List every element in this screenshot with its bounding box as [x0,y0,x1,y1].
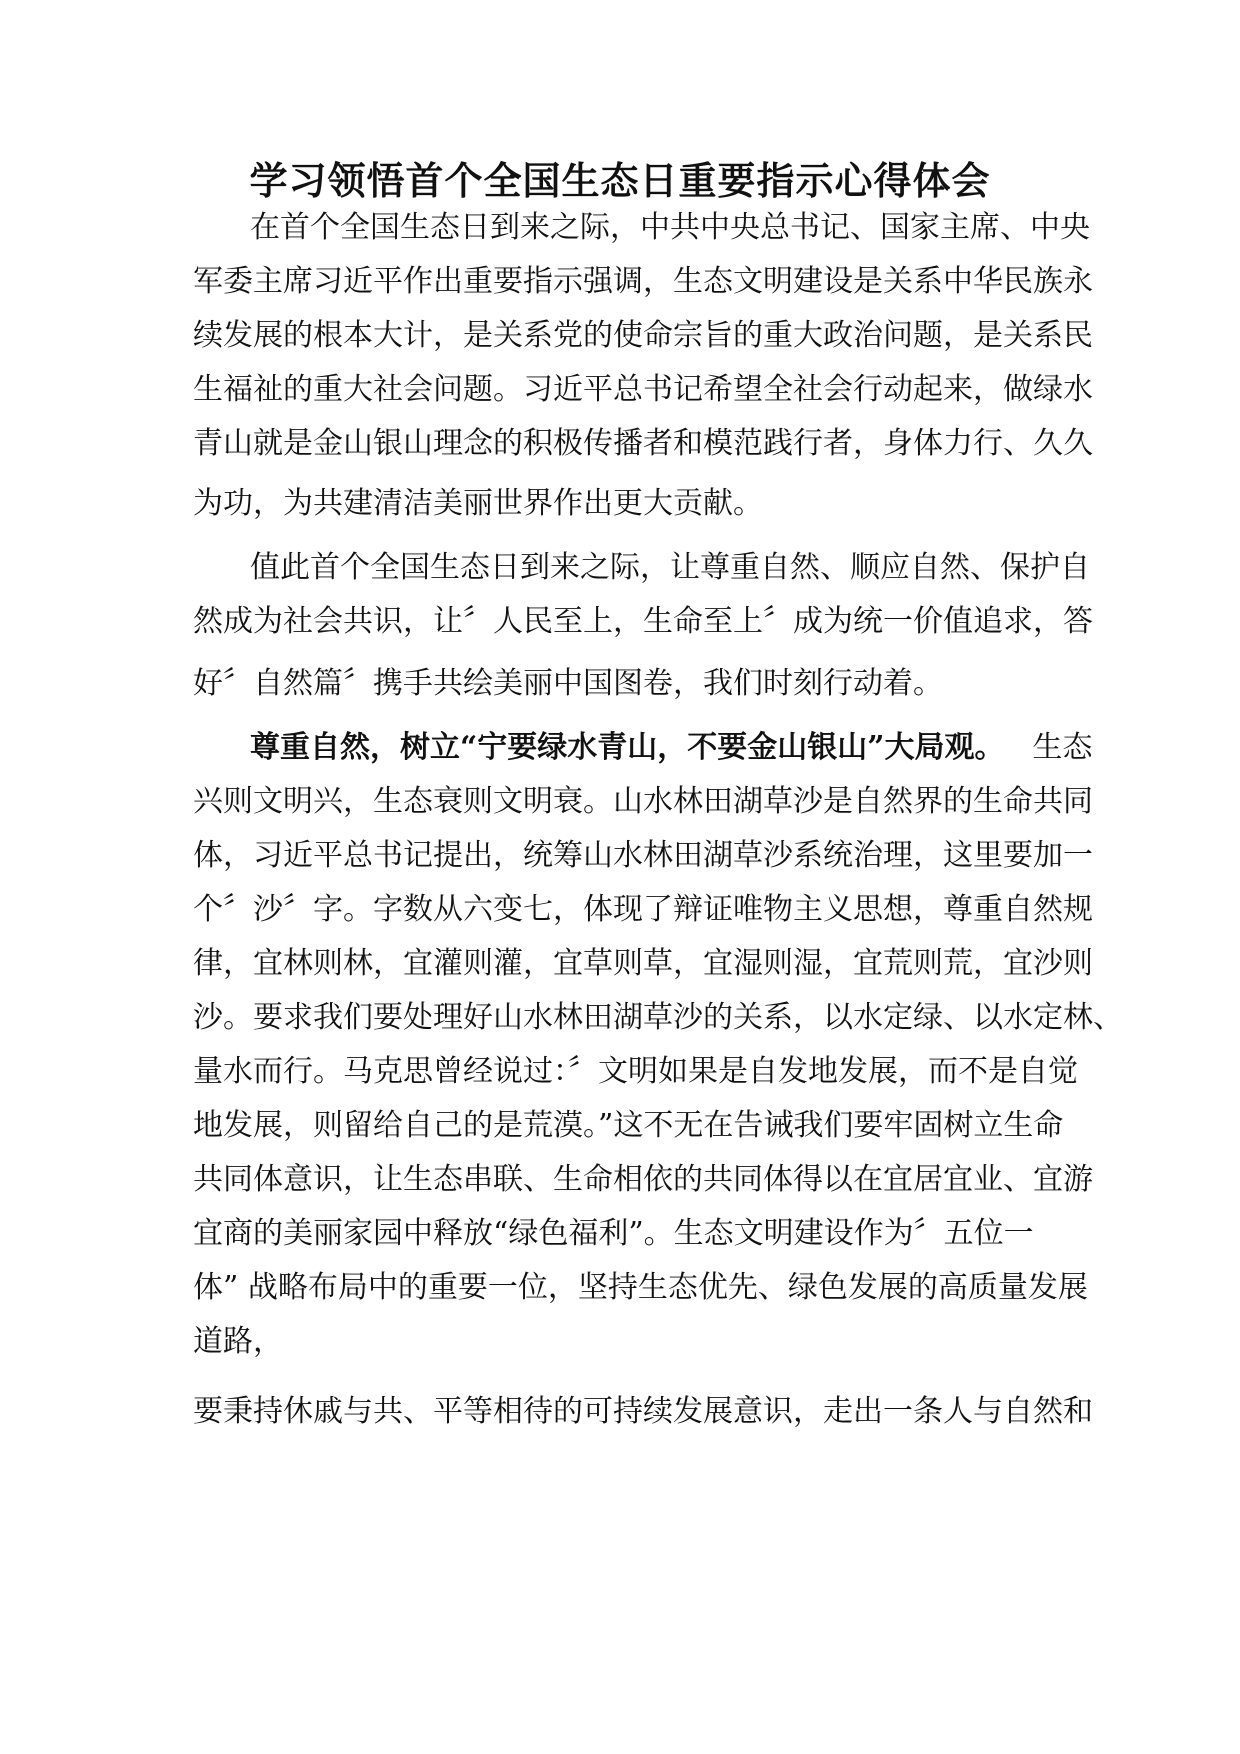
paragraph-1-line: 军委主席习近平作出重要指示强调，生态文明建设是关系中华民族永 [193,264,1093,299]
paragraph-3-line: 兴则文明兴，生态衰则文明衰。山水林田湖草沙是自然界的生命共同 [193,784,1093,819]
paragraph-3-line: 地发展，则留给自己的是荒漠。”这不无在告诫我们要牢固树立生命 [193,1108,1064,1143]
paragraph-1-line: 为功，为共建清洁美丽世界作出更大贡献。 [193,486,763,521]
section-heading: 尊重自然，树立“宁要绿水青山，不要金山银山”大局观。 [250,730,1005,765]
document-title: 学习领悟首个全国生态日重要指示心得体会 [249,159,991,203]
paragraph-3-line: 量水而行。马克思曾经说过：〞文明如果是自发地发展，而不是自觉 [193,1054,1078,1089]
paragraph-3-line: 体” 战略布局中的重要一位，坚持生态优先、绿色发展的高质量发展 [193,1270,1088,1305]
paragraph-1-line: 青山就是金山银山理念的积极传播者和模范践行者，身体力行、久久 [193,426,1093,461]
paragraph-3-line: 共同体意识，让生态串联、生命相依的共同体得以在宜居宜业、宜游 [193,1162,1093,1197]
paragraph-3-line: 沙。要求我们要处理好山水林田湖草沙的关系，以水定绿、以水定林、 [193,1000,1123,1035]
paragraph-2-line: 好〞自然篇〞携手共绘美丽中国图卷，我们时刻行动着。 [193,666,943,701]
paragraph-3-line: 律，宜林则林，宜灌则灌，宜草则草，宜湿则湿，宜荒则荒，宜沙则 [193,946,1093,981]
paragraph-1-line: 生福祉的重大社会问题。习近平总书记希望全社会行动起来，做绿水 [193,372,1093,407]
paragraph-1-line: 续发展的根本大计，是关系党的使命宗旨的重大政治问题，是关系民 [193,318,1093,353]
paragraph-3-first-line-rest: 生态 [1032,730,1093,765]
paragraph-2-line: 然成为社会共识，让〞人民至上，生命至上〞成为统一价值追求，答 [193,604,1093,639]
paragraph-3-first-line [250,728,1093,768]
paragraph-2-line: 值此首个全国生态日到来之际，让尊重自然、顺应自然、保护自 [250,550,1090,585]
paragraph-3-line: 个〞沙〞字。字数从六变七，体现了辩证唯物主义思想，尊重自然规 [193,892,1093,927]
paragraph-3-line: 宜商的美丽家园中释放“绿色福利”。生态文明建设作为〞五位一 [193,1216,1034,1251]
paragraph-4-line: 要秉持休戚与共、平等相待的可持续发展意识，走出一条人与自然和 [193,1394,1093,1429]
paragraph-3-line: 道路， [193,1324,283,1359]
paragraph-3-line: 体，习近平总书记提出，统筹山水林田湖草沙系统治理，这里要加一 [193,838,1093,873]
paragraph-1-line: 在首个全国生态日到来之际，中共中央总书记、国家主席、中央 [250,210,1090,245]
